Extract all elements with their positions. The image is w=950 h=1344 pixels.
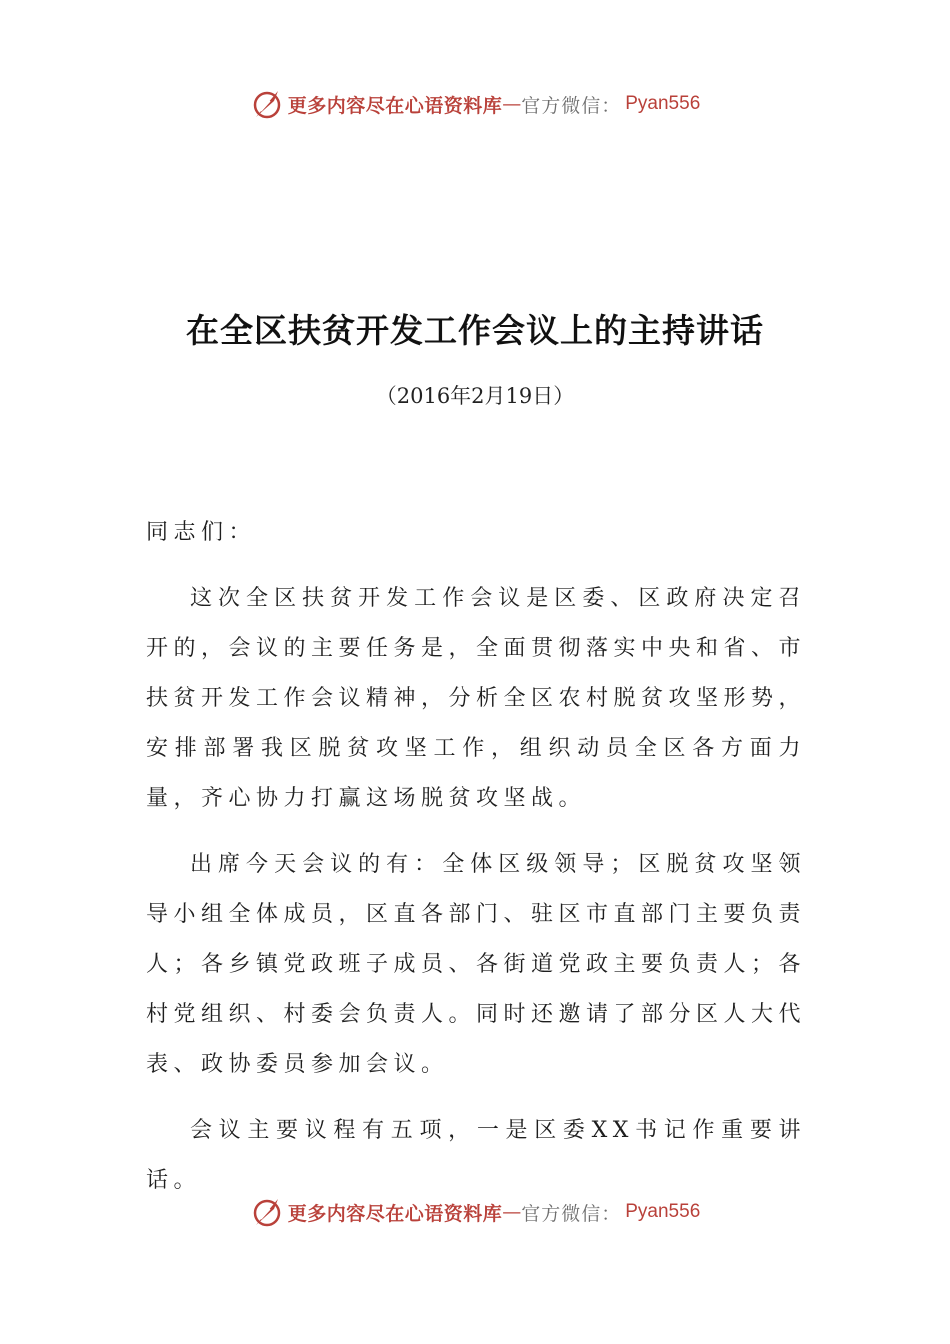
paragraph: 出席今天会议的有：全体区级领导；区脱贫攻坚领导小组全体成员，区直各部门、驻区市直部门主要负责人；各乡镇党政班子成员、各街道党政主要负责人；各村党组织、村委会负责人。同时还邀请了部分区人大代表、政协委员参加会议。 (146, 852, 807, 1077)
document-title: 在全区扶贫开发工作会议上的主持讲话 (186, 311, 764, 350)
paragraph: 这次全区扶贫开发工作会议是区委、区政府决定召开的，会议的主要任务是，全面贯彻落实中央和省、市扶贫开发工作会议精神，分析全区农村脱贫攻坚形势，安排部署我区脱贫攻坚工作，组织动员全区各方面力量，齐心协力打赢这场脱贫攻坚战。 (146, 586, 807, 811)
greeting: 同志们： (146, 520, 257, 545)
header-watermark (0, 84, 950, 124)
watermark-wechat-label: 官方微信： (521, 94, 622, 117)
watermark-wechat-id: Pyan556 (625, 93, 701, 114)
watermark-site-text: 更多内容尽在心语资料库 (287, 1202, 503, 1225)
watermark-wechat-label: 官方微信： (521, 1202, 622, 1225)
watermark-wechat-id: Pyan556 (625, 1201, 701, 1222)
footer-watermark (0, 1192, 950, 1232)
watermark-dash: — (502, 93, 522, 115)
watermark-dash: — (502, 1201, 522, 1223)
quill-logo-icon (250, 87, 284, 121)
paragraph: 会议主要议程有五项，一是区委XX书记作重要讲话。 (146, 1118, 806, 1193)
quill-logo-icon (250, 1195, 284, 1229)
document-date: （2016年2月19日） (375, 384, 575, 408)
watermark-site-text: 更多内容尽在心语资料库 (287, 94, 503, 117)
document-body (146, 508, 806, 1222)
